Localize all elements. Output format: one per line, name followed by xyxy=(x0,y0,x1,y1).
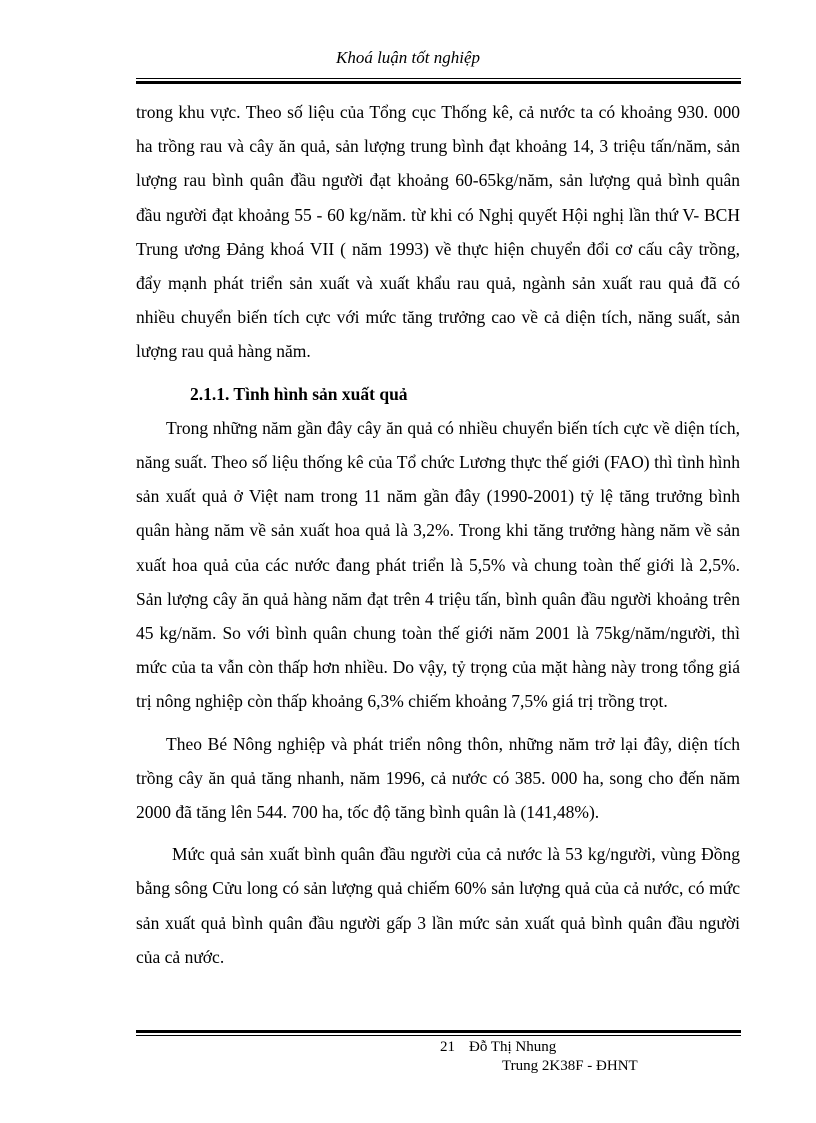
footer-rule-thin xyxy=(136,1035,741,1036)
author-name: Đỗ Thị Nhung xyxy=(469,1039,557,1055)
document-body xyxy=(136,95,740,974)
paragraph-intro: trong khu vực. Theo số liệu của Tổng cục Thống kê, cả nước ta có khoảng 930. 000 ha trồng rau và cây ăn quả, sản lượng trung bình đạt khoảng 14, 3 triệu tấn/năm, sản lượng rau bình quân đầu người đạt khoảng 60-65kg/năm, sản lượng quả bình quân đầu người đạt khoảng 55 - 60 kg/năm. từ khi có Nghị quyết Hội nghị lần thứ V- BCH Trung ương Đảng khoá VII ( năm 1993) về thực hiện chuyển đổi cơ cấu cây trồng, đẩy mạnh phát triển sản xuất và xuất khẩu rau quả, ngành sản xuất rau quả đã có nhiều chuyển biến tích cực với mức tăng trưởng cao về cả diện tích, năng suất, sản lượng rau quả hàng năm. xyxy=(136,102,740,362)
page-header-title: Khoá luận tốt nghiệp xyxy=(335,48,481,67)
header-rule-thin xyxy=(136,78,741,79)
paragraph-ministry-statistics: Theo Bé Nông nghiệp và phát triển nông thôn, những năm trở lại đây, diện tích trồng cây ăn quả tăng nhanh, năm 1996, cả nước có 385. 000 ha, song cho đến năm 2000 đã tăng lên 544. 700 ha, tốc độ tăng bình quân là (141,48%). xyxy=(136,733,740,823)
paragraph-per-capita: Mức quả sản xuất bình quân đầu người của cả nước là 53 kg/người, vùng Đồng bằng sông Cửu long có sản lượng quả chiếm 60% sản lượng quả của cả nước, có mức sản xuất quả bình quân đầu người gấp 3 lần mức sản xuất quả bình quân đầu người của cả nước. xyxy=(136,844,740,967)
footer-rule-thick xyxy=(136,1030,741,1033)
footer-author-line xyxy=(440,1039,556,1056)
header-rule-thick xyxy=(136,81,741,84)
section-heading: 2.1.1. Tình hình sản xuất quả xyxy=(190,383,408,404)
paragraph-fruit-production: Trong những năm gần đây cây ăn quả có nhiều chuyển biến tích cực về diện tích, năng suất. Theo số liệu thống kê của Tổ chức Lương thực thế giới (FAO) thì tình hình sản xuất quả ở Việt nam trong 11 năm gần đây (1990-2001) tỷ lệ tăng trưởng bình quân hàng năm về sản xuất hoa quả là 3,2%. Trong khi tăng trưởng hàng năm về sản xuất hoa quả của các nước đang phát triển là 5,5% và chung toàn thế giới là 2,5%. Sản lượng cây ăn quả hàng năm đạt trên 4 triệu tấn, bình quân đầu người khoảng trên 45 kg/năm. So với bình quân chung toàn thế giới năm 2001 là 75kg/năm/người, thì mức của ta vẫn còn thấp hơn nhiều. Do vậy, tỷ trọng của mặt hàng này trong tổng giá trị nông nghiệp còn thấp khoảng 6,3% chiếm khoảng 7,5% giá trị trồng trọt. xyxy=(136,417,740,712)
footer-class-line: Trung 2K38F - ĐHNT xyxy=(502,1058,638,1074)
page-number: 21 xyxy=(440,1039,455,1055)
